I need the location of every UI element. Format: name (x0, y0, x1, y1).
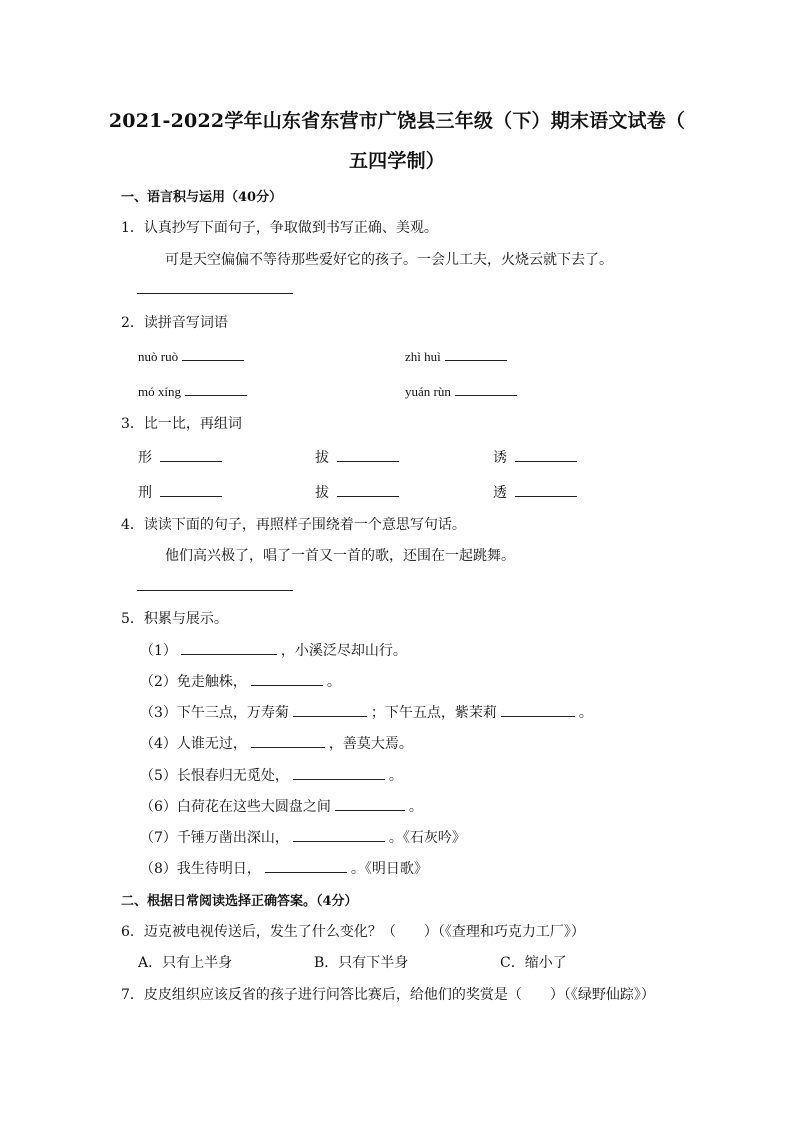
compare-char-item (138, 447, 226, 467)
answer-blank[interactable] (160, 447, 222, 462)
option-c[interactable]: C．缩小了 (500, 955, 567, 971)
recite-item (140, 827, 466, 847)
item-text: 长恨春归无觅处， (176, 768, 289, 784)
item-text: 。 (326, 674, 341, 690)
compare-char: 诱 (493, 450, 507, 466)
answer-blank[interactable] (337, 447, 399, 462)
answer-blank[interactable] (181, 640, 277, 655)
question-6-prompt: 6．迈克被电视传送后，发生了什么变化？（ ）（《查理和巧克力工厂》） (121, 924, 585, 940)
item-number: （6） (140, 799, 177, 815)
item-text: ，善莫大焉。 (328, 736, 413, 752)
compare-char: 形 (138, 450, 152, 466)
item-text: 。 (578, 705, 593, 721)
recite-item (140, 702, 593, 722)
item-text: 白荷花在这些大圆盘之间 (176, 799, 331, 815)
compare-char: 拔 (315, 450, 329, 466)
question-1-sentence: 可是天空偏偏不等待那些爱好它的孩子。一会儿工夫，火烧云就下去了。 (165, 252, 613, 268)
compare-char-item (493, 482, 581, 502)
item-number: （3） (140, 705, 177, 721)
recite-item (140, 733, 413, 753)
compare-char: 拔 (315, 485, 329, 501)
item-number: （4） (140, 736, 177, 752)
answer-blank[interactable] (455, 381, 517, 396)
question-4-answer-line[interactable] (137, 590, 293, 591)
item-number: （7） (140, 830, 177, 846)
option-a[interactable]: A．只有上半身 (138, 955, 233, 971)
item-text: 。 (388, 768, 403, 784)
exam-title-line1: 2021-2022学年山东省东营市广饶县三年级（下）期末语文试卷（ (108, 110, 686, 132)
recite-item (140, 796, 423, 816)
answer-blank[interactable] (515, 447, 577, 462)
item-text: ；下午五点，紫茉莉 (370, 705, 497, 721)
answer-blank[interactable] (293, 765, 385, 780)
pinyin-text: yuán rùn (405, 384, 451, 399)
item-text: 免走触株， (176, 674, 247, 690)
recite-item (140, 671, 341, 691)
answer-blank[interactable] (265, 858, 347, 873)
compare-char-item (315, 447, 403, 467)
pinyin-text: nuò ruò (138, 349, 179, 364)
answer-blank[interactable] (515, 482, 577, 497)
recite-item (140, 858, 428, 878)
answer-blank[interactable] (160, 482, 222, 497)
answer-blank[interactable] (501, 702, 575, 717)
exam-title-line2: 五四学制） (348, 150, 445, 172)
answer-blank[interactable] (337, 482, 399, 497)
section-heading-2: 二、根据日常阅读选择正确答案。（4分） (121, 894, 358, 909)
question-4-sentence: 他们高兴极了，唱了一首又一首的歌，还围在一起跳舞。 (165, 548, 515, 564)
item-text: 。《明日歌》 (350, 861, 428, 877)
item-number: （1） (140, 643, 177, 659)
compare-char: 刑 (138, 485, 152, 501)
answer-blank[interactable] (335, 796, 405, 811)
pinyin-item (138, 346, 248, 365)
answer-blank[interactable] (251, 733, 325, 748)
question-4-prompt: 4．读读下面的句子，再照样子围绕着一个意思写句话。 (121, 517, 466, 533)
answer-blank[interactable] (293, 827, 385, 842)
item-text: 下午三点，万寿菊 (176, 705, 289, 721)
question-1-prompt: 1．认真抄写下面句子，争取做到书写正确、美观。 (121, 220, 438, 236)
answer-blank[interactable] (445, 346, 507, 361)
pinyin-text: zhì huì (405, 349, 441, 364)
compare-char-item (493, 447, 581, 467)
option-b[interactable]: B．只有下半身 (314, 955, 409, 971)
answer-blank[interactable] (293, 702, 367, 717)
answer-blank[interactable] (185, 381, 247, 396)
question-3-prompt: 3．比一比，再组词 (121, 416, 242, 432)
recite-item (140, 765, 403, 785)
item-text: 。《石灰吟》 (388, 830, 466, 846)
question-7-prompt: 7．皮皮组织应该反省的孩子进行问答比赛后，给他们的奖赏是（ ）（《绿野仙踪》） (121, 987, 655, 1003)
item-text: 我生待明日， (176, 861, 261, 877)
pinyin-item (138, 381, 251, 400)
item-number: （5） (140, 768, 177, 784)
recite-item (140, 640, 407, 660)
pinyin-item (405, 381, 521, 400)
pinyin-text: mó xíng (138, 384, 181, 399)
item-text: 人谁无过， (176, 736, 247, 752)
answer-blank[interactable] (251, 671, 323, 686)
compare-char-item (138, 482, 226, 502)
question-1-answer-line[interactable] (137, 293, 293, 294)
item-text: 千锤万凿出深山， (176, 830, 289, 846)
pinyin-item (405, 346, 511, 365)
section-heading-1: 一、语言积与运用（40分） (121, 190, 283, 205)
compare-char-item (315, 482, 403, 502)
item-number: （2） (140, 674, 177, 690)
question-5-prompt: 5．积累与展示。 (121, 611, 228, 627)
item-text: 。 (408, 799, 423, 815)
item-text: ，小溪泛尽却山行。 (280, 643, 407, 659)
answer-blank[interactable] (182, 346, 244, 361)
compare-char: 透 (493, 485, 507, 501)
item-number: （8） (140, 861, 177, 877)
question-2-prompt: 2．读拼音写词语 (121, 315, 228, 331)
